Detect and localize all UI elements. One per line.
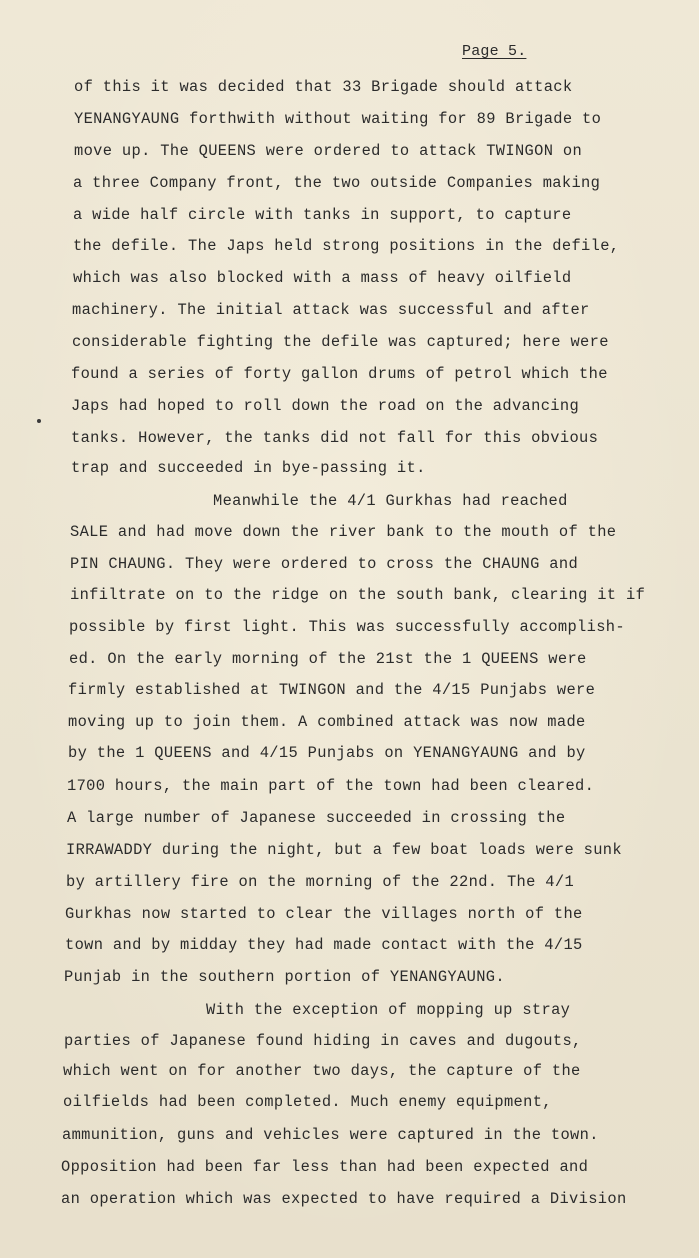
text-line: a three Company front, the two outside Companies making bbox=[73, 174, 601, 192]
text-line: tanks. However, the tanks did not fall for this obvious bbox=[71, 429, 599, 447]
text-line: Meanwhile the 4/1 Gurkhas had reached bbox=[213, 492, 568, 510]
text-line: moving up to join them. A combined attack was now made bbox=[68, 713, 586, 731]
text-line: parties of Japanese found hiding in caves and dugouts, bbox=[64, 1032, 582, 1050]
text-line: move up. The QUEENS were ordered to attack TWINGON on bbox=[74, 142, 583, 160]
text-line: found a series of forty gallon drums of petrol which the bbox=[71, 365, 608, 383]
page-number: Page 5. bbox=[462, 43, 527, 60]
text-line: town and by midday they had made contact with the 4/15 bbox=[65, 936, 583, 954]
text-line: which went on for another two days, the capture of the bbox=[63, 1062, 581, 1080]
text-line: Japs had hoped to roll down the road on the advancing bbox=[71, 397, 580, 415]
text-line: trap and succeeded in bye-passing it. bbox=[71, 459, 426, 477]
text-line: Opposition had been far less than had been expected and bbox=[61, 1158, 589, 1176]
text-line: YENANGYAUNG forthwith without waiting for 89 Brigade to bbox=[74, 110, 602, 128]
text-line: infiltrate on to the ridge on the south bank, clearing it if bbox=[70, 586, 646, 604]
text-line: ammunition, guns and vehicles were captured in the town. bbox=[62, 1126, 599, 1144]
text-line: PIN CHAUNG. They were ordered to cross the CHAUNG and bbox=[70, 555, 579, 573]
text-line: 1700 hours, the main part of the town had been cleared. bbox=[67, 777, 595, 795]
text-line: machinery. The initial attack was successful and after bbox=[72, 301, 590, 319]
text-line: Punjab in the southern portion of YENANGYAUNG. bbox=[64, 968, 505, 986]
text-line: firmly established at TWINGON and the 4/15 Punjabs were bbox=[68, 681, 596, 699]
text-line: by the 1 QUEENS and 4/15 Punjabs on YENANGYAUNG and by bbox=[68, 744, 586, 762]
text-line: SALE and had move down the river bank to the mouth of the bbox=[70, 523, 617, 541]
text-line: an operation which was expected to have required a Division bbox=[61, 1190, 627, 1208]
text-line: a wide half circle with tanks in support, to capture bbox=[73, 206, 572, 224]
text-line: A large number of Japanese succeeded in crossing the bbox=[67, 809, 566, 827]
text-line: the defile. The Japs held strong positions in the defile, bbox=[73, 237, 620, 255]
text-line: IRRAWADDY during the night, but a few boat loads were sunk bbox=[66, 841, 622, 859]
text-line: by artillery fire on the morning of the 22nd. The 4/1 bbox=[66, 873, 575, 891]
text-line: of this it was decided that 33 Brigade should attack bbox=[74, 78, 573, 96]
text-line: considerable fighting the defile was captured; here were bbox=[72, 333, 609, 351]
text-line: possible by first light. This was successfully accomplish- bbox=[69, 618, 625, 636]
text-line: which was also blocked with a mass of heavy oilfield bbox=[73, 269, 572, 287]
text-line: ed. On the early morning of the 21st the 1 QUEENS were bbox=[69, 650, 587, 668]
text-line: oilfields had been completed. Much enemy equipment, bbox=[63, 1093, 552, 1111]
text-line: With the exception of mopping up stray bbox=[206, 1001, 571, 1019]
margin-dot-mark bbox=[37, 419, 41, 423]
text-line: Gurkhas now started to clear the villages north of the bbox=[65, 905, 583, 923]
